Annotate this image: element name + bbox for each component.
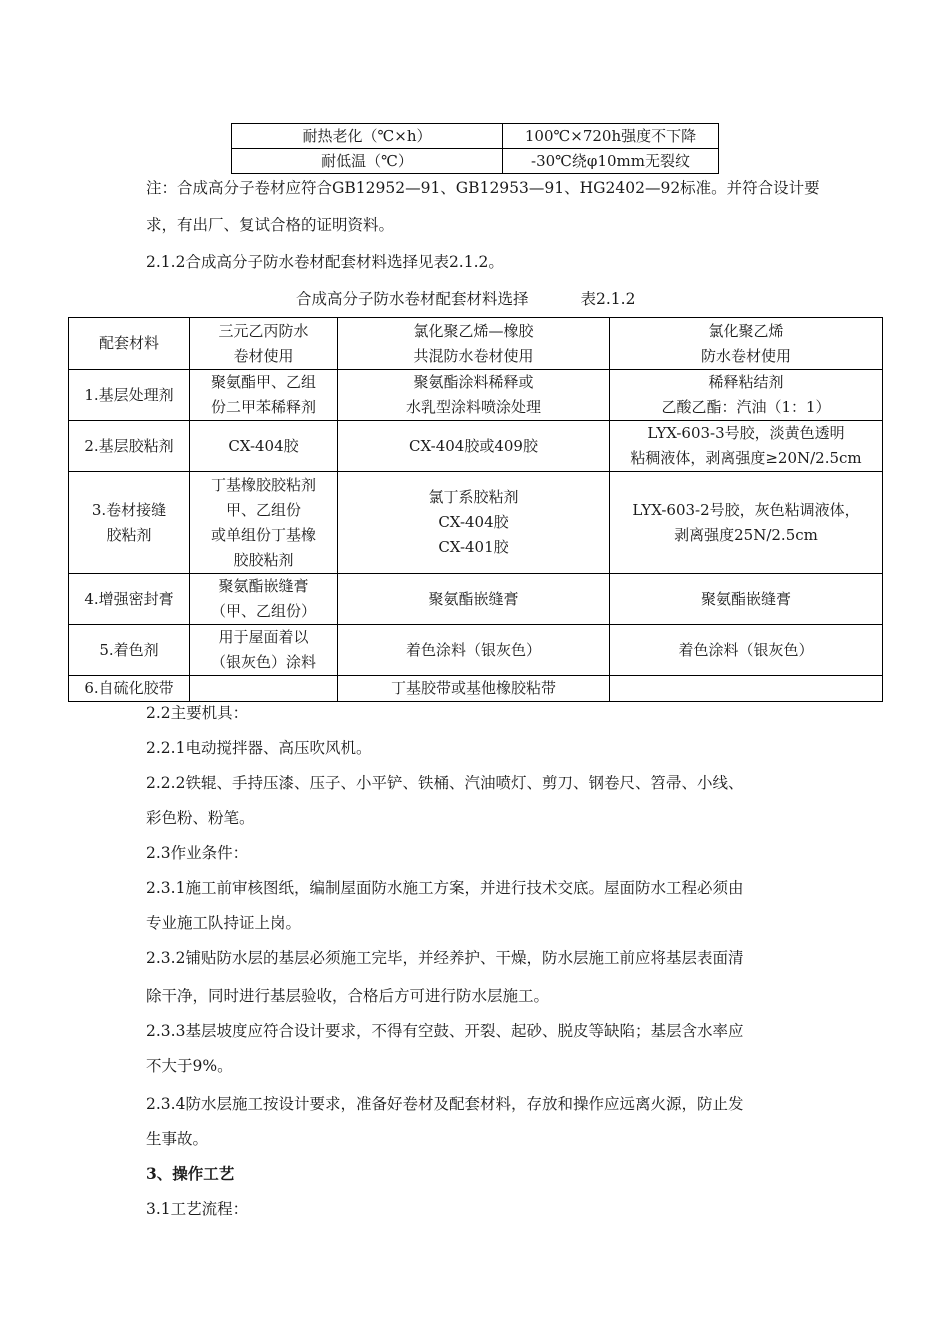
table-row <box>232 124 719 149</box>
section-2-3-3-line2: 不大于9%。 <box>146 1057 233 1075</box>
section-2-2-2-line1: 2.2.2铁辊、手持压漆、压子、小平铲、铁桶、汽油喷灯、剪刀、钢卷尺、笤帚、小线、 <box>146 774 744 792</box>
table-cell: 稀释粘结剂 乙酸乙酯：汽油（1：1） <box>610 370 883 421</box>
table-row <box>69 421 883 472</box>
section-2-3-3-line1: 2.3.3基层坡度应符合设计要求，不得有空鼓、开裂、起砂、脱皮等缺陷；基层含水率应 <box>146 1022 744 1040</box>
table-cell: CX-404胶或409胶 <box>338 421 610 472</box>
table-cell: 聚氨酯嵌缝膏 （甲、乙组份） <box>190 574 338 625</box>
section-2-3-2-line1: 2.3.2铺贴防水层的基层必须施工完毕，并经养护、干燥，防水层施工前应将基层表面清 <box>146 949 744 967</box>
header-cell: 氯化聚乙烯 防水卷材使用 <box>610 318 883 370</box>
table-cell: -30℃绕φ10mm无裂纹 <box>503 149 719 174</box>
section-2-3-4-line2: 生事故。 <box>146 1130 209 1148</box>
section-2-2-2-line2: 彩色粉、粉笔。 <box>146 809 255 827</box>
table-cell: 氯丁系胶粘剂 CX-404胶 CX-401胶 <box>338 472 610 574</box>
note-line-2: 求，有出厂、复试合格的证明资料。 <box>146 216 395 234</box>
table-cell: LYX-603-2号胶，灰色粘调液体， 剥离强度25N/2.5cm <box>610 472 883 574</box>
table-cell: 100℃×720h强度不下降 <box>503 124 719 149</box>
section-2-2: 2.2主要机具： <box>146 704 249 722</box>
section-2-3: 2.3作业条件： <box>146 844 249 862</box>
table-cell: 3.卷材接缝 胶粘剂 <box>69 472 190 574</box>
table-cell: 5.着色剂 <box>69 625 190 676</box>
table-cell: LYX-603-3号胶，淡黄色透明 粘稠液体，剥离强度≥20N/2.5cm <box>610 421 883 472</box>
table-cell <box>190 676 338 702</box>
table-cell: 耐低温（℃） <box>232 149 503 174</box>
table-cell <box>610 676 883 702</box>
table-cell: 丁基橡胶胶粘剂 甲、乙组份 或单组份丁基橡 胶胶粘剂 <box>190 472 338 574</box>
note-line-1: 注：合成高分子卷材应符合GB12952—91、GB12953—91、HG2402—92标准。并符合设计要 <box>146 179 820 197</box>
table-caption-title: 合成高分子防水卷材配套材料选择 <box>296 290 529 308</box>
table-caption-number: 表2.1.2 <box>580 290 636 308</box>
table-cell: 着色涂料（银灰色） <box>338 625 610 676</box>
table-row <box>69 676 883 702</box>
table-cell: CX-404胶 <box>190 421 338 472</box>
header-cell: 配套材料 <box>69 318 190 370</box>
table-row <box>232 149 719 174</box>
table-cell: 聚氨酯甲、乙组 份二甲苯稀释剂 <box>190 370 338 421</box>
table-cell: 着色涂料（银灰色） <box>610 625 883 676</box>
materials-table <box>68 317 883 702</box>
table-caption <box>296 287 635 309</box>
table-cell: 聚氨酯涂料稀释或 水乳型涂料喷涂处理 <box>338 370 610 421</box>
section-2-2-1: 2.2.1电动搅拌器、高压吹风机。 <box>146 739 372 757</box>
section-3-1: 3.1工艺流程： <box>146 1200 249 1218</box>
table-header-row <box>69 318 883 370</box>
table-cell: 用于屋面着以 （银灰色）涂料 <box>190 625 338 676</box>
table-cell: 耐热老化（℃×h） <box>232 124 503 149</box>
section-2-3-4-line1: 2.3.4防水层施工按设计要求，准备好卷材及配套材料，存放和操作应远离火源，防止发 <box>146 1095 744 1113</box>
aging-properties-table <box>231 123 719 174</box>
table-row <box>69 574 883 625</box>
section-2-3-1-line2: 专业施工队持证上岗。 <box>146 914 302 932</box>
table-row <box>69 625 883 676</box>
table-cell: 1.基层处理剂 <box>69 370 190 421</box>
section-2-3-2-line2: 除干净，同时进行基层验收，合格后方可进行防水层施工。 <box>146 987 550 1005</box>
section-2-1-2: 2.1.2合成高分子防水卷材配套材料选择见表2.1.2。 <box>146 253 504 271</box>
table-cell: 6.自硫化胶带 <box>69 676 190 702</box>
table-cell: 聚氨酯嵌缝膏 <box>610 574 883 625</box>
header-cell: 氯化聚乙烯—橡胶 共混防水卷材使用 <box>338 318 610 370</box>
materials-table-body <box>69 318 883 702</box>
section-3-heading: 3、操作工艺 <box>146 1164 235 1183</box>
table-row <box>69 472 883 574</box>
section-2-3-1-line1: 2.3.1施工前审核图纸，编制屋面防水施工方案，并进行技术交底。屋面防水工程必须由 <box>146 879 744 897</box>
table-cell: 2.基层胶粘剂 <box>69 421 190 472</box>
header-cell: 三元乙丙防水 卷材使用 <box>190 318 338 370</box>
table-cell: 丁基胶带或基他橡胶粘带 <box>338 676 610 702</box>
table-row <box>69 370 883 421</box>
table-cell: 4.增强密封膏 <box>69 574 190 625</box>
table-cell: 聚氨酯嵌缝膏 <box>338 574 610 625</box>
